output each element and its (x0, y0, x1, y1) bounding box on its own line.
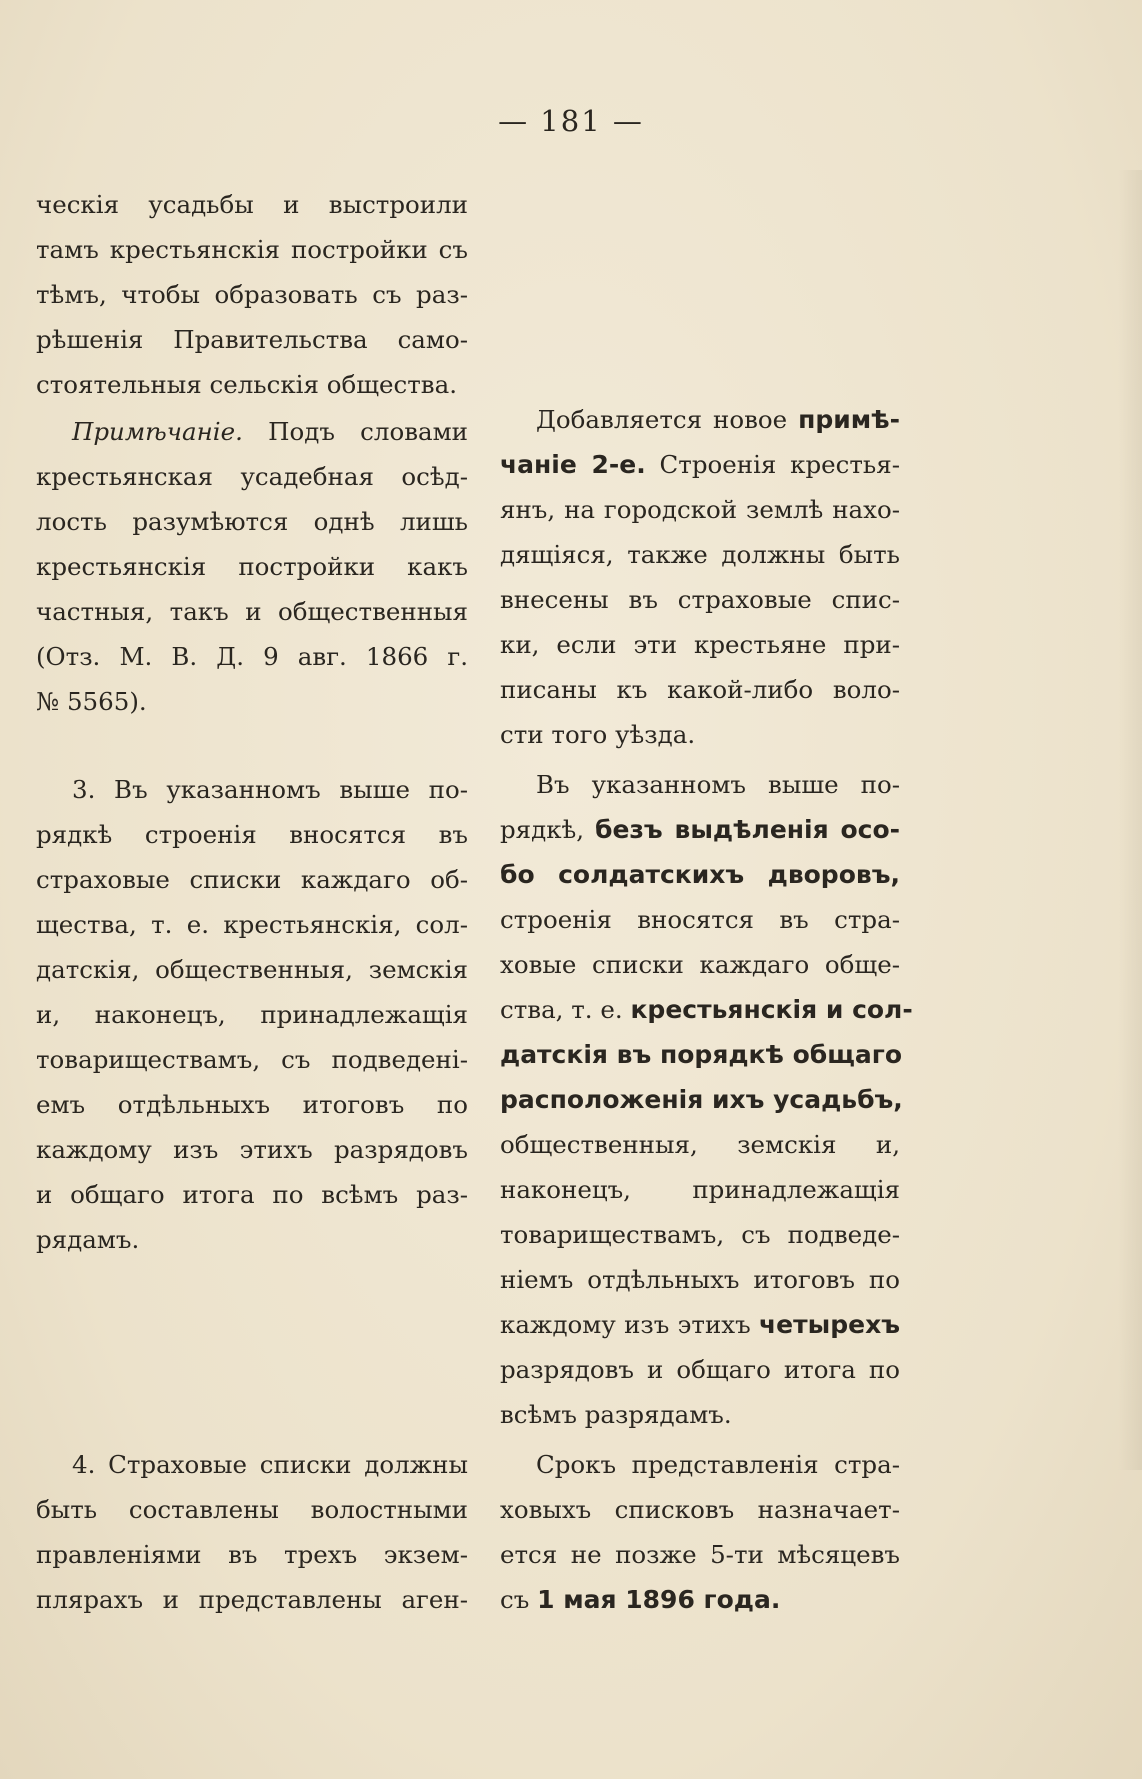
text-line: (Отз. М. В. Д. 9 авг. 1866 г. (36, 642, 468, 671)
text-line: лость разумѣются однѣ лишь (36, 507, 468, 536)
text-line: всѣмъ разрядамъ. (500, 1400, 732, 1429)
text-line: внесены въ страховые спис- (500, 585, 900, 614)
text-line: янъ, на городской землѣ нахо- (500, 495, 900, 524)
text-run: Добавляется новое (536, 405, 799, 434)
text-line: сти того уѣзда. (500, 720, 696, 749)
text-line: наконецъ, принадлежащія (500, 1175, 900, 1204)
text-run: рядкѣ, (500, 815, 595, 844)
text-line: тамъ крестьянскія постройки съ (36, 235, 468, 264)
bold-run: 1 мая 1896 года. (537, 1585, 781, 1614)
text-line: стоятельныя сельскія общества. (36, 370, 457, 399)
text-line: и, наконецъ, принадлежащія (36, 1000, 468, 1029)
bold-run: крестьянскія и сол- (630, 995, 913, 1024)
text-line: Срокъ представленія стра- (536, 1450, 900, 1479)
left-intro-paragraph (36, 182, 468, 407)
bleed-through-shadow (1118, 170, 1142, 1470)
text-line: ческія усадьбы и выстроили (36, 190, 468, 219)
text-line: частныя, такъ и общественныя (36, 597, 468, 626)
text-line: рѣшенія Правительства само- (36, 325, 468, 354)
text-line: товариществамъ, съ подведені- (36, 1045, 468, 1074)
text-run: ства, т. е. (500, 995, 631, 1024)
amendment-paragraph (500, 762, 913, 1437)
text-line: общественныя, земскія и, (500, 1130, 900, 1159)
text-line: крестьянскія постройки какъ (36, 552, 468, 581)
text-line: строенія вносятся въ стра- (500, 905, 900, 934)
text-line: крестьянская усадебная осѣд- (36, 462, 468, 491)
text-run: съ (500, 1585, 538, 1614)
note-text: Подъ словами (242, 417, 468, 446)
text-line: ховыхъ списковъ назначает- (500, 1495, 900, 1524)
item-3-paragraph (36, 767, 468, 1262)
bold-run: четырехъ (759, 1310, 900, 1339)
text-line: рядамъ. (36, 1225, 140, 1254)
text-line: № 5565). (36, 687, 147, 716)
text-line: Въ указанномъ выше по- (536, 770, 900, 799)
text-line: ніемъ отдѣльныхъ итоговъ по (500, 1265, 900, 1294)
text-line (500, 1577, 900, 1622)
note-paragraph (36, 409, 468, 724)
text-line (500, 1302, 900, 1347)
text-line (500, 397, 900, 442)
text-line: датскія, общественныя, земскія (36, 955, 468, 984)
text-line: писаны къ какой-либо воло- (500, 675, 900, 704)
text-line (36, 409, 468, 454)
text-line (500, 807, 900, 852)
text-line: щества, т. е. крестьянскія, сол- (36, 910, 468, 939)
text-line: быть составлены волостными (36, 1495, 468, 1524)
text-line: дящіяся, также должны быть (500, 540, 900, 569)
note-label: Примѣчаніе. (72, 417, 243, 446)
text-line: каждому изъ этихъ разрядовъ (36, 1135, 468, 1164)
item-4-paragraph (36, 1442, 468, 1622)
text-line: бо солдатскихъ дворовъ, (500, 860, 900, 889)
text-line: тѣмъ, чтобы образовать съ раз- (36, 280, 468, 309)
text-line: емъ отдѣльныхъ итоговъ по (36, 1090, 468, 1119)
text-line: 3. Въ указанномъ выше по- (72, 775, 468, 804)
text-line: и общаго итога по всѣмъ раз- (36, 1180, 468, 1209)
text-line: рядкѣ строенія вносятся въ (36, 820, 468, 849)
text-line: разрядовъ и общаго итога по (500, 1355, 900, 1384)
addition-paragraph (500, 397, 900, 757)
text-run: каждому изъ этихъ (500, 1310, 760, 1339)
text-line (500, 442, 900, 487)
text-line: 4. Страховые списки должны (72, 1450, 468, 1479)
bold-run: примѣ- (798, 405, 900, 434)
text-line: товариществамъ, съ подведе- (500, 1220, 900, 1249)
text-line: датскія въ порядкѣ общаго (500, 1040, 903, 1069)
bold-run: чаніе 2-е. (500, 450, 646, 479)
text-line: ховые списки каждаго обще- (500, 950, 900, 979)
text-line (500, 987, 913, 1032)
term-paragraph (500, 1442, 900, 1622)
text-line: ки, если эти крестьяне при- (500, 630, 900, 659)
text-line: страховые списки каждаго об- (36, 865, 468, 894)
page-number: — 181 — (498, 104, 644, 138)
text-line: расположенія ихъ усадьбъ, (500, 1085, 903, 1114)
text-line: правленіями въ трехъ экзем- (36, 1540, 468, 1569)
text-run: Строенія крестья- (645, 450, 900, 479)
text-line: плярахъ и представлены аген- (36, 1585, 468, 1614)
bold-run: безъ выдѣленія осо- (594, 815, 901, 844)
text-line: ется не позже 5-ти мѣсяцевъ (500, 1540, 900, 1569)
